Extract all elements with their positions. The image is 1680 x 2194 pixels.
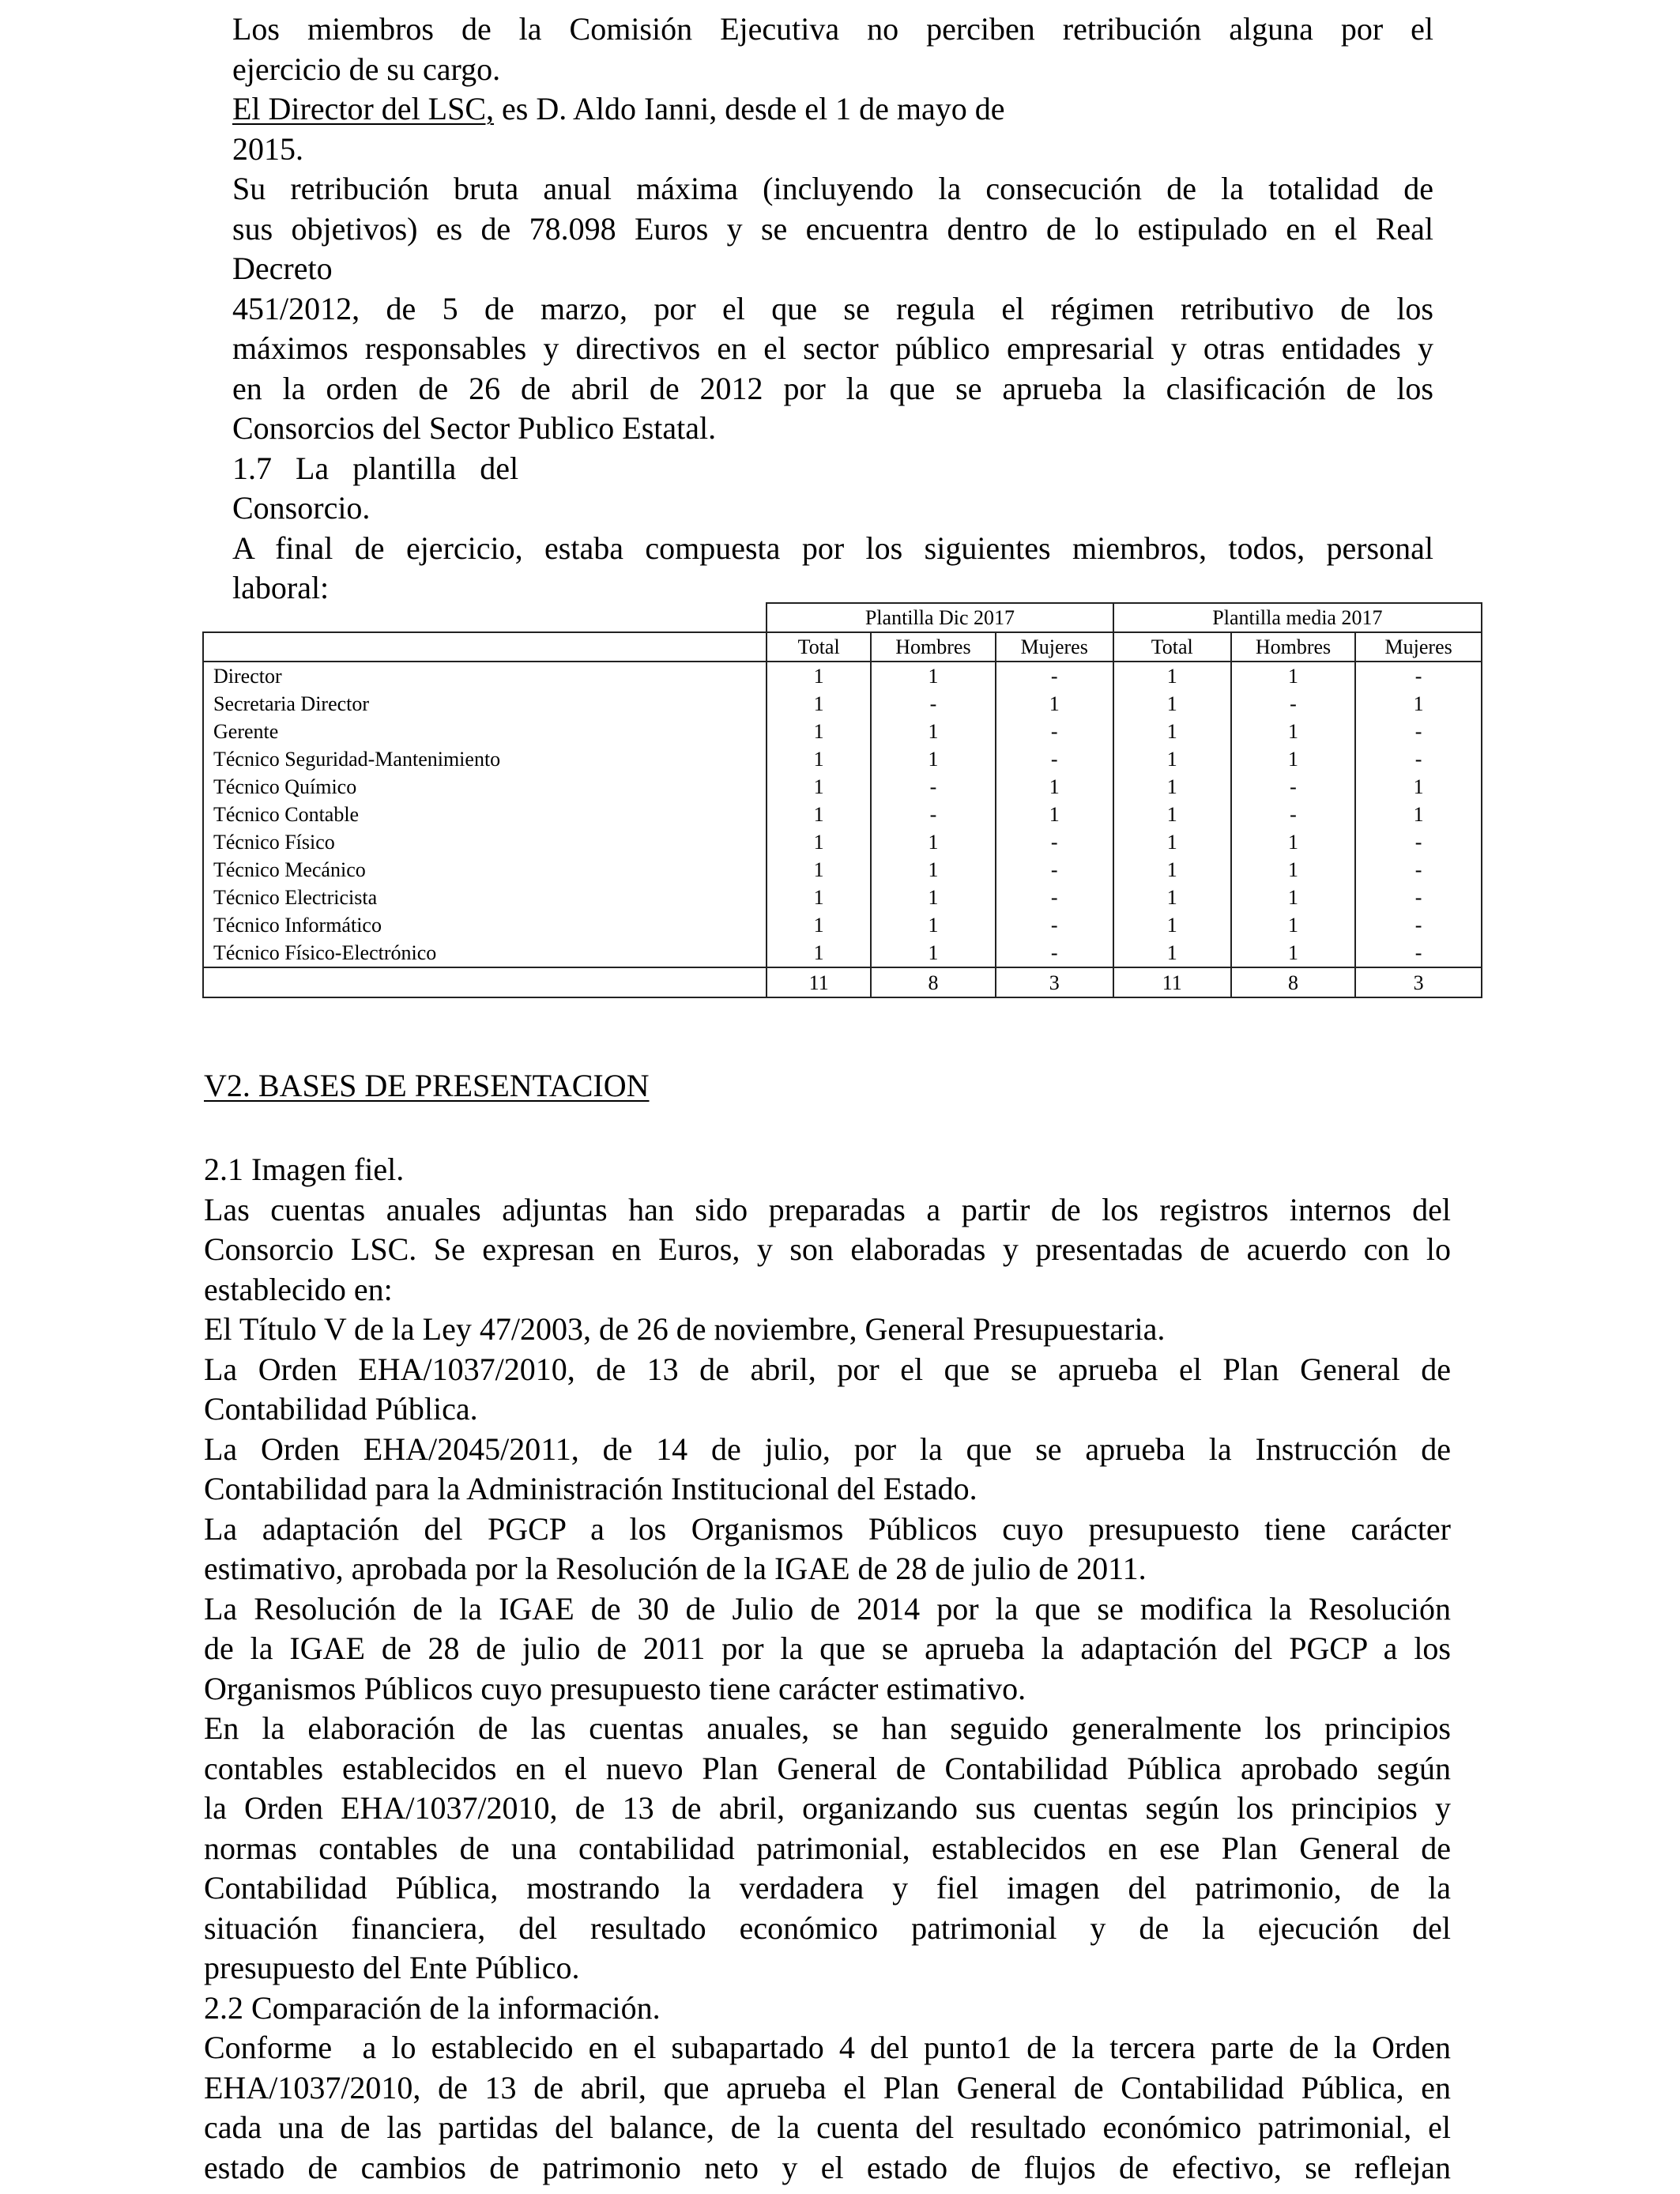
value-cell: 1 — [767, 718, 871, 745]
paragraph-line: Decreto — [232, 251, 333, 286]
table-row — [203, 662, 1482, 690]
table-corner-empty — [203, 603, 767, 632]
director-link-text: El Director del LSC, — [232, 91, 495, 126]
paragraph-line: En la elaboración de las cuentas anuales, se han seguido generalmente los principios — [204, 1710, 1451, 1746]
value-cell: 1 — [767, 690, 871, 718]
value-cell: 1 — [1231, 939, 1356, 967]
subsection-title: 1.7 La plantilla del — [232, 450, 519, 486]
total-cell: 8 — [1231, 967, 1356, 997]
value-cell: 1 — [871, 911, 996, 939]
table-subheader-row — [203, 632, 1482, 662]
paragraph-line: contables establecidos en el nuevo Plan General de Contabilidad Pública aprobado según — [204, 1750, 1451, 1786]
total-cell: 11 — [1113, 967, 1231, 997]
value-cell: 1 — [1113, 884, 1231, 911]
table-row — [203, 773, 1482, 801]
value-cell: - — [1355, 939, 1482, 967]
total-cell: 11 — [767, 967, 871, 997]
paragraph-line: laboral: — [232, 570, 330, 605]
paragraph-line: estimativo, aprobada por la Resolución de la IGAE de 28 de julio de 2011. — [204, 1551, 1147, 1586]
table-row — [203, 828, 1482, 856]
table-row — [203, 745, 1482, 773]
value-cell: 1 — [767, 773, 871, 801]
col-header: Hombres — [871, 632, 996, 662]
paragraph-line: Organismos Públicos cuyo presupuesto tiene carácter estimativo. — [204, 1670, 1026, 1706]
paragraph-line: La Orden EHA/2045/2011, de 14 de julio, por la que se aprueba la Instrucción de — [204, 1431, 1451, 1467]
total-cell: 3 — [1355, 967, 1482, 997]
value-cell: 1 — [1113, 911, 1231, 939]
value-cell: 1 — [996, 690, 1113, 718]
paragraph-line: Las cuentas anuales adjuntas han sido preparadas a partir de los registros internos del — [204, 1191, 1451, 1227]
row-label: Técnico Mecánico — [203, 856, 767, 884]
paragraph-line: Su retribución bruta anual máxima (incluyendo la consecución de la totalidad de — [232, 171, 1433, 206]
value-cell: 1 — [1231, 828, 1356, 856]
group-header-dic: Plantilla Dic 2017 — [767, 603, 1113, 632]
table-row — [203, 911, 1482, 939]
paragraph-line: La adaptación del PGCP a los Organismos Públicos cuyo presupuesto tiene carácter — [204, 1510, 1451, 1547]
table-body — [203, 662, 1482, 967]
paragraph-line: El Título V de la Ley 47/2003, de 26 de noviembre, General Presupuestaria. — [204, 1311, 1166, 1347]
value-cell: 1 — [1231, 745, 1356, 773]
value-cell: - — [996, 662, 1113, 690]
value-cell: - — [996, 884, 1113, 911]
row-label: Secretaria Director — [203, 690, 767, 718]
row-label: Técnico Químico — [203, 773, 767, 801]
value-cell: 1 — [767, 856, 871, 884]
value-cell: 1 — [1231, 856, 1356, 884]
table-row — [203, 690, 1482, 718]
paragraph-line: Consorcio. — [232, 490, 371, 526]
value-cell: 1 — [871, 828, 996, 856]
value-cell: 1 — [767, 939, 871, 967]
value-cell: 1 — [1355, 801, 1482, 828]
paragraph-line: Contabilidad para la Administración Institucional del Estado. — [204, 1471, 977, 1506]
table-totals-row — [203, 967, 1482, 997]
paragraph-line: normas contables de una contabilidad patrimonial, establecidos en ese Plan General de — [204, 1830, 1451, 1866]
value-cell: 1 — [1113, 662, 1231, 690]
value-cell: - — [996, 856, 1113, 884]
section-heading: V2. BASES DE PRESENTACION — [204, 1068, 650, 1103]
value-cell: 1 — [871, 662, 996, 690]
row-label: Gerente — [203, 718, 767, 745]
paragraph-line: 2.1 Imagen fiel. — [204, 1152, 405, 1187]
value-cell: 1 — [871, 718, 996, 745]
total-cell: 3 — [996, 967, 1113, 997]
value-cell: - — [996, 828, 1113, 856]
value-cell: 1 — [871, 745, 996, 773]
table-label-header — [203, 632, 767, 662]
col-header: Mujeres — [1355, 632, 1482, 662]
paragraph-line: presupuesto del Ente Público. — [204, 1950, 580, 1985]
staff-table — [202, 602, 1482, 998]
paragraph-line: Los miembros de la Comisión Ejecutiva no perciben retribución alguna por el — [232, 11, 1433, 47]
paragraph-line: Consorcio LSC. Se expresan en Euros, y son elaboradas y presentadas de acuerdo con lo — [204, 1231, 1451, 1267]
value-cell: - — [1231, 773, 1356, 801]
paragraph-line: establecido en: — [204, 1271, 393, 1307]
paragraph-line: cada una de las partidas del balance, de la cuenta del resultado económico patrimonial, el — [204, 2109, 1451, 2145]
row-label: Técnico Electricista — [203, 884, 767, 911]
table-row — [203, 856, 1482, 884]
row-label: Director — [203, 662, 767, 690]
value-cell: 1 — [1355, 773, 1482, 801]
paragraph-line: en la orden de 26 de abril de 2012 por la que se aprueba la clasificación de los — [232, 370, 1433, 406]
value-cell: 1 — [1113, 745, 1231, 773]
value-cell: - — [1355, 911, 1482, 939]
value-cell: 1 — [1113, 939, 1231, 967]
total-cell: 8 — [871, 967, 996, 997]
group-header-media: Plantilla media 2017 — [1113, 603, 1482, 632]
value-cell: 1 — [1113, 801, 1231, 828]
paragraph-line: Conforme a lo establecido en el subapartado 4 del punto1 de la tercera parte de la Orden — [204, 2030, 1451, 2065]
paragraph-line: La Resolución de la IGAE de 30 de Julio de 2014 por la que se modifica la Resolución — [204, 1590, 1451, 1627]
paragraph-line: El Director del LSC, es D. Aldo Ianni, desde el 1 de mayo de — [232, 91, 1005, 126]
paragraph-line: la Orden EHA/1037/2010, de 13 de abril, organizando sus cuentas según los principios y — [204, 1790, 1451, 1826]
value-cell: 1 — [1231, 911, 1356, 939]
value-cell: 1 — [1355, 690, 1482, 718]
value-cell: 1 — [767, 911, 871, 939]
paragraph-line: A final de ejercicio, estaba compuesta por los siguientes miembros, todos, personal — [232, 530, 1433, 566]
value-cell: 1 — [1113, 718, 1231, 745]
section1-text — [232, 9, 1433, 609]
row-label: Técnico Seguridad-Mantenimiento — [203, 745, 767, 773]
paragraph-line: 2015. — [232, 130, 303, 167]
value-cell: 1 — [871, 884, 996, 911]
paragraph-line: Consorcios del Sector Publico Estatal. — [232, 410, 717, 446]
value-cell: 1 — [1231, 884, 1356, 911]
paragraph-line: ejercicio de su cargo. — [232, 51, 501, 87]
value-cell: - — [1355, 884, 1482, 911]
col-header: Hombres — [1231, 632, 1356, 662]
paragraph-line: 451/2012, de 5 de marzo, por el que se regula el régimen retributivo de los — [232, 290, 1433, 326]
value-cell: - — [1355, 745, 1482, 773]
totals-label-cell — [203, 967, 767, 997]
table-row — [203, 884, 1482, 911]
value-cell: 1 — [1113, 856, 1231, 884]
paragraph-line: de la IGAE de 28 de julio de 2011 por la que se aprueba la adaptación del PGCP a los — [204, 1630, 1451, 1666]
value-cell: - — [1355, 828, 1482, 856]
value-cell: - — [996, 718, 1113, 745]
value-cell: - — [996, 911, 1113, 939]
value-cell: - — [996, 939, 1113, 967]
col-header: Mujeres — [996, 632, 1113, 662]
value-cell: 1 — [871, 856, 996, 884]
value-cell: - — [1355, 718, 1482, 745]
paragraph-line: EHA/1037/2010, de 13 de abril, que aprueba el Plan General de Contabilidad Pública, en — [204, 2069, 1451, 2105]
row-label: Técnico Físico-Electrónico — [203, 939, 767, 967]
paragraph-line: 2.2 Comparación de la información. — [204, 1989, 661, 2026]
value-cell: 1 — [1113, 828, 1231, 856]
value-cell: 1 — [767, 745, 871, 773]
col-header: Total — [767, 632, 871, 662]
value-cell: - — [871, 690, 996, 718]
value-cell: - — [1231, 690, 1356, 718]
value-cell: 1 — [996, 773, 1113, 801]
row-label: Técnico Informático — [203, 911, 767, 939]
value-cell: 1 — [1231, 718, 1356, 745]
paragraph-line: máximos responsables y directivos en el sector público empresarial y otras entidades y — [232, 330, 1433, 366]
paragraph-line: Contabilidad Pública, mostrando la verdadera y fiel imagen del patrimonio, de la — [204, 1870, 1451, 1906]
paragraph-line: situación financiera, del resultado económico patrimonial y de la ejecución del — [204, 1909, 1451, 1946]
value-cell: - — [1231, 801, 1356, 828]
value-cell: - — [996, 745, 1113, 773]
value-cell: 1 — [1113, 690, 1231, 718]
paragraph-line: estado de cambios de patrimonio neto y el estado de flujos de efectivo, se reflejan — [204, 2149, 1451, 2185]
value-cell: - — [871, 773, 996, 801]
col-header: Total — [1113, 632, 1231, 662]
value-cell: - — [1355, 856, 1482, 884]
paragraph-line: sus objetivos) es de 78.098 Euros y se encuentra dentro de lo estipulado en el Real — [232, 210, 1433, 247]
row-label: Técnico Contable — [203, 801, 767, 828]
table-group-header-row — [203, 603, 1482, 632]
paragraph-line: Contabilidad Pública. — [204, 1391, 478, 1427]
table-row — [203, 718, 1482, 745]
value-cell: 1 — [1231, 662, 1356, 690]
value-cell: 1 — [996, 801, 1113, 828]
table-row — [203, 801, 1482, 828]
row-label: Técnico Físico — [203, 828, 767, 856]
value-cell: - — [871, 801, 996, 828]
value-cell: 1 — [871, 939, 996, 967]
table-row — [203, 939, 1482, 967]
section2-text — [204, 1150, 1451, 2188]
value-cell: 1 — [767, 662, 871, 690]
paragraph-line: La Orden EHA/1037/2010, de 13 de abril, por el que se aprueba el Plan General de — [204, 1351, 1451, 1387]
value-cell: 1 — [767, 828, 871, 856]
value-cell: 1 — [767, 801, 871, 828]
value-cell: - — [1355, 662, 1482, 690]
value-cell: 1 — [767, 884, 871, 911]
value-cell: 1 — [1113, 773, 1231, 801]
